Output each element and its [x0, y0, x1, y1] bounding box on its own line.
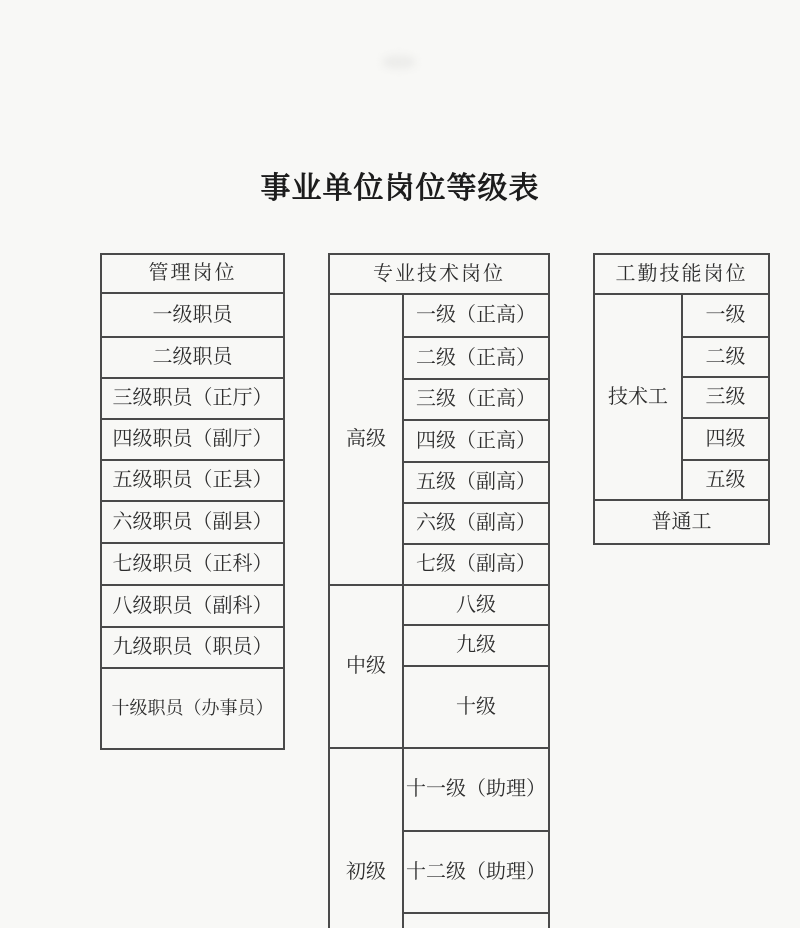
management-table-header: 管理岗位 [101, 254, 284, 293]
professional-table-header: 专业技术岗位 [329, 254, 549, 294]
worker-grade-2: 二级 [682, 337, 769, 377]
professional-grade-8: 八级 [403, 585, 549, 625]
professional-grade-7: 七级（副高） [403, 544, 549, 585]
professional-grade-3: 三级（正高） [403, 379, 549, 420]
group-label-senior: 高级 [329, 294, 403, 585]
professional-grade-2: 二级（正高） [403, 337, 549, 379]
worker-grade-3: 三级 [682, 377, 769, 418]
worker-ordinary-row: 普通工 [594, 500, 769, 544]
professional-grade-13-cutoff [403, 913, 549, 928]
worker-table-header: 工勤技能岗位 [594, 254, 769, 294]
management-row-6: 六级职员（副县） [101, 501, 284, 543]
worker-table [593, 253, 770, 545]
watermark-smudge [382, 55, 416, 69]
worker-grade-1: 一级 [682, 294, 769, 337]
management-table [100, 253, 285, 750]
group-label-middle: 中级 [329, 585, 403, 748]
professional-grade-9: 九级 [403, 625, 549, 666]
page-title: 事业单位岗位等级表 [260, 172, 540, 205]
professional-grade-11: 十一级（助理） [403, 748, 549, 831]
worker-grade-5: 五级 [682, 460, 769, 500]
management-row-5: 五级职员（正县） [101, 460, 284, 501]
management-row-1: 一级职员 [101, 293, 284, 337]
worker-grade-4: 四级 [682, 418, 769, 460]
professional-grade-12: 十二级（助理） [403, 831, 549, 913]
professional-grade-1: 一级（正高） [403, 294, 549, 337]
management-row-3: 三级职员（正厅） [101, 378, 284, 419]
management-row-2: 二级职员 [101, 337, 284, 378]
professional-table [328, 253, 550, 928]
group-label-skilled-worker: 技术工 [594, 294, 682, 500]
management-row-7: 七级职员（正科） [101, 543, 284, 585]
management-row-9: 九级职员（职员） [101, 627, 284, 668]
management-row-8: 八级职员（副科） [101, 585, 284, 627]
management-row-4: 四级职员（副厅） [101, 419, 284, 460]
professional-grade-5: 五级（副高） [403, 462, 549, 503]
professional-grade-10: 十级 [403, 666, 549, 748]
management-row-10: 十级职员（办事员） [101, 668, 284, 749]
professional-grade-4: 四级（正高） [403, 420, 549, 462]
professional-grade-6: 六级（副高） [403, 503, 549, 544]
group-label-junior: 初级 [329, 748, 403, 928]
